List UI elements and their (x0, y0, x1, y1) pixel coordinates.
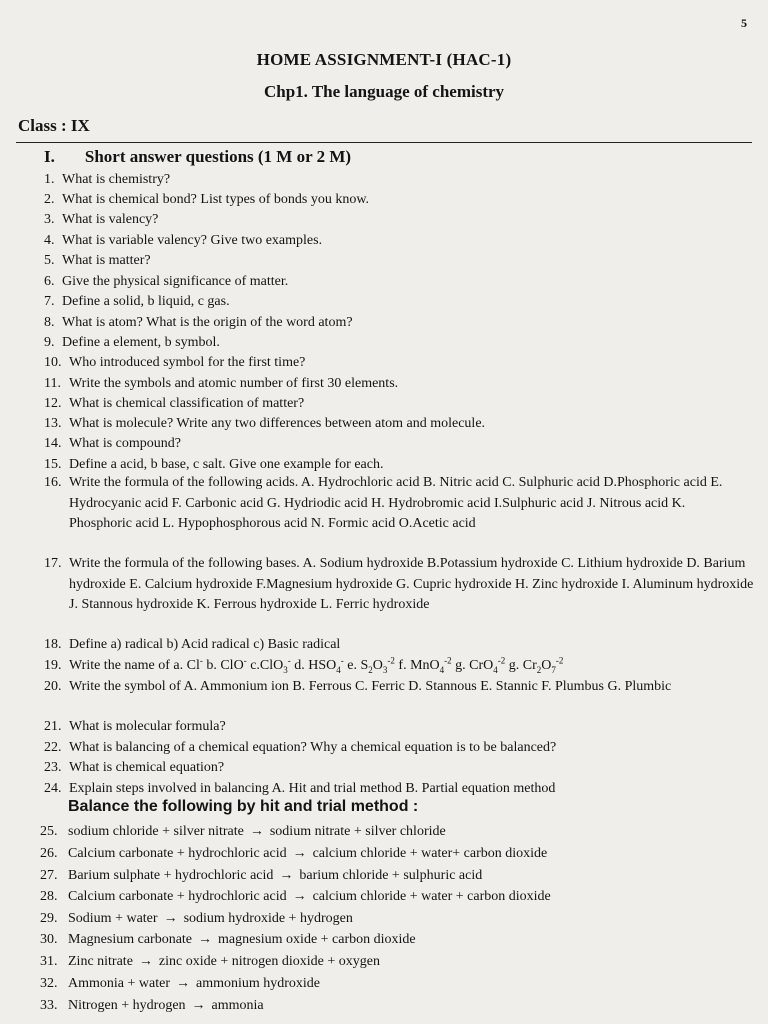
ion-charge: -2 (444, 655, 452, 666)
section-title: Short answer questions (1 M or 2 M) (84, 147, 352, 166)
equation-reactants: Zinc nitrate (68, 954, 133, 969)
question-item (44, 170, 170, 191)
equation-reactants: Nitrogen + hydrogen (68, 998, 186, 1013)
question-number: 6. (44, 274, 55, 289)
equation-products: ammonium hydroxide (195, 976, 321, 991)
question-number: 11. (44, 376, 61, 391)
question-text: Who introduced symbol for the first time? (69, 355, 306, 370)
ion-subscript: 7 (551, 664, 556, 675)
ion-formula (394, 655, 452, 675)
equation-reactants: Calcium carbonate + hydrochloric acid (68, 889, 287, 904)
ion-charge: - (243, 655, 247, 666)
question-item (44, 635, 340, 656)
question-text: What is molecule? Write any two differences between atom and molecule. (69, 416, 486, 431)
question-number: 5. (44, 253, 55, 268)
ion-subscript: 3 (283, 664, 288, 675)
question-item (44, 333, 220, 354)
equation-products: sodium hydroxide + hydrogen (183, 911, 353, 926)
question-number: 10. (44, 355, 62, 370)
question-text: Give the physical significance of matter. (62, 274, 289, 289)
ion-charge: - (340, 655, 344, 666)
equation-reactants: Ammonia + water (68, 976, 170, 991)
header-divider (16, 142, 752, 143)
ion-formula (343, 655, 395, 675)
equation-item (40, 889, 551, 905)
arrow-icon: → (198, 932, 213, 947)
question-item (44, 353, 305, 374)
ion-base: ClO (220, 658, 244, 673)
arrow-icon: → (138, 954, 153, 969)
question-number: 13. (44, 416, 62, 431)
question-text: What is matter? (62, 253, 151, 268)
equation-number: 30. (40, 932, 58, 947)
ion-base: ClO (259, 658, 284, 673)
question-number: 9. (44, 335, 55, 350)
question-number: 20. (44, 679, 62, 694)
question-item (44, 313, 353, 334)
section-roman: I. (44, 147, 55, 166)
arrow-icon: → (249, 824, 264, 839)
question-number: 22. (44, 740, 62, 755)
question-number: 19. (44, 658, 62, 673)
equation-products: sodium nitrate + silver chloride (269, 824, 446, 839)
equation-number: 31. (40, 954, 58, 969)
ion-charge: -2 (497, 655, 506, 666)
question-item (44, 394, 304, 415)
question-text: Write the symbols and atomic number of first 30 elements. (69, 376, 399, 391)
ion-subscript: 3 (382, 664, 388, 675)
arrow-icon: → (279, 868, 294, 883)
ion-base: CrO (469, 658, 494, 673)
equation-item (40, 932, 416, 948)
section-heading (44, 147, 351, 167)
question-number: 7. (44, 294, 55, 309)
question-number: 3. (44, 212, 55, 227)
question-text: What is balancing of a chemical equation? Why a chemical equation is to be balanced? (69, 740, 557, 755)
question-number: 2. (44, 192, 55, 207)
ion-charge: - (199, 655, 203, 666)
question-text: Explain steps involved in balancing A. Hit and trial method B. Partial equation method (69, 781, 556, 796)
ion-formula (246, 655, 291, 675)
equation-products: zinc oxide + nitrogen dioxide + oxygen (158, 954, 380, 969)
question-number: 23. (44, 760, 62, 775)
document-title: HOME ASSIGNMENT-I (HAC-1) (256, 50, 512, 69)
equation-item (40, 846, 547, 862)
equation-products: calcium chloride + water + carbon dioxide (312, 889, 551, 904)
equation-reactants: Barium sulphate + hydrochloric acid (68, 868, 274, 883)
question-item (44, 190, 369, 211)
equation-item (40, 868, 482, 884)
arrow-icon: → (175, 976, 190, 991)
equation-number: 29. (40, 911, 58, 926)
arrow-icon: → (191, 998, 206, 1013)
question-text: Define a) radical b) Acid radical c) Basic radical (69, 637, 341, 652)
ion-base: MnO (410, 658, 440, 673)
ion-label: f. (394, 658, 411, 673)
ion-formula (451, 655, 506, 675)
arrow-icon: → (292, 889, 307, 904)
question-text: Define a acid, b base, c salt. Give one example for each. (69, 457, 384, 472)
question-item (44, 554, 756, 616)
question-number: 8. (44, 315, 55, 330)
question-text: What is atom? What is the origin of the word atom? (62, 315, 353, 330)
ion-label: e. (343, 658, 361, 673)
arrow-icon: → (163, 911, 178, 926)
question-number: 17. (44, 556, 62, 571)
question-text: What is molecular formula? (69, 719, 226, 734)
question-number: 21. (44, 719, 62, 734)
question-text: What is valency? (62, 212, 159, 227)
equation-item (40, 824, 446, 840)
ion-formula (183, 655, 203, 673)
question-number: 15. (44, 457, 62, 472)
question-item (44, 473, 750, 535)
equation-reactants: Sodium + water (68, 911, 158, 926)
question-item (44, 758, 224, 779)
question-item (44, 434, 181, 455)
question-item (44, 292, 230, 313)
equation-reactants: Calcium carbonate + hydrochloric acid (68, 846, 287, 861)
equation-number: 27. (40, 868, 58, 883)
question-number: 4. (44, 233, 55, 248)
page-number: 5 (741, 16, 747, 30)
arrow-icon: → (292, 846, 307, 861)
equation-number: 32. (40, 976, 58, 991)
ion-label: b. (202, 658, 221, 673)
question-item (44, 738, 556, 759)
ion-label: c. (246, 658, 260, 673)
question-item (44, 231, 322, 252)
question-number: 18. (44, 637, 62, 652)
ion-charge: - (287, 655, 291, 666)
ion-charge: -2 (387, 655, 395, 666)
equation-products: magnesium oxide + carbon dioxide (218, 932, 416, 947)
equation-products: barium chloride + sulphuric acid (299, 868, 483, 883)
ion-label: d. (290, 658, 309, 673)
ion-base: Cr (522, 658, 537, 673)
ion-base: S (360, 658, 369, 673)
class-label: Class : IX (18, 116, 90, 135)
equation-products: ammonia (211, 998, 264, 1013)
ion-base: O (372, 658, 383, 673)
ion-formula (202, 655, 247, 673)
equation-reactants: Magnesium carbonate (68, 932, 193, 947)
question-text: What is chemistry? (62, 172, 171, 187)
question-text: What is variable valency? Give two examples. (62, 233, 323, 248)
chapter-title: Chp1. The language of chemistry (263, 82, 505, 101)
ion-formula (505, 655, 564, 675)
question-text: What is chemical bond? List types of bonds you know. (62, 192, 370, 207)
question-item (44, 656, 563, 677)
ion-subscript: 4 (336, 664, 341, 675)
ion-base: O (541, 658, 552, 673)
equation-number: 26. (40, 846, 58, 861)
ion-subscript: 4 (439, 664, 445, 675)
equation-number: 25. (40, 824, 58, 839)
question-item (44, 272, 288, 293)
ion-label: g. (451, 658, 470, 673)
question-text: Write the formula of the following acids. A. Hydrochloric acid B. Nitric acid C. Sulphuric acid D.Phosphoric acid E. Hydrocyanic acid F. Carbonic acid G. Hydriodic acid H. Hydrobromic acid I.Sulphuric acid J. Nitrous acid K. Phosphoric acid L. Hypophosphorous acid N. Formic acid O.Acetic acid (69, 475, 723, 531)
equation-products: calcium chloride + water+ carbon dioxide (312, 846, 548, 861)
ion-charge: -2 (555, 655, 564, 666)
question-text: Define a element, b symbol. (62, 335, 220, 350)
question-item (44, 251, 151, 272)
question-number: 14. (44, 436, 62, 451)
balance-heading: Balance the following by hit and trial method : (68, 798, 419, 815)
question-text: Write the formula of the following bases. A. Sodium hydroxide B.Potassium hydroxide C. Lithium hydroxide D. Barium hydroxide E. Calcium hydroxide F.Magnesium hydroxide G. Cupric hydroxide H. Zinc hydroxide I. Aluminum hydroxide J. Stannous hydroxide K. Ferrous hydroxide L. Ferric hydroxide (69, 556, 754, 612)
question-text: Write the symbol of A. Ammonium ion B. Ferrous C. Ferric D. Stannous E. Stannic F. Plumbus G. Plumbic (69, 679, 672, 694)
question-text: What is compound? (69, 436, 181, 451)
question-number: 16. (44, 475, 62, 490)
question-item (44, 779, 555, 800)
equation-number: 33. (40, 998, 58, 1013)
ion-subscript: 2 (536, 664, 542, 675)
question-number: 24. (44, 781, 62, 796)
equation-number: 28. (40, 889, 58, 904)
ion-base: Cl (186, 658, 200, 673)
question-item (44, 414, 485, 435)
question-item (44, 210, 158, 231)
ion-subscript: 2 (368, 664, 373, 675)
question-text: Write the name of a. (69, 658, 184, 673)
question-number: 12. (44, 396, 62, 411)
equation-item (40, 911, 353, 927)
question-text: Define a solid, b liquid, c gas. (62, 294, 230, 309)
question-item (44, 717, 226, 738)
equation-item (40, 954, 380, 970)
ion-base: HSO (308, 658, 337, 673)
equation-item (40, 976, 320, 992)
question-text: What is chemical classification of matter? (69, 396, 305, 411)
equation-item (40, 998, 264, 1014)
ion-formula (290, 655, 344, 675)
ion-label: g. (505, 658, 523, 673)
question-item (44, 677, 756, 698)
ion-subscript: 4 (493, 664, 498, 675)
question-text: What is chemical equation? (69, 760, 225, 775)
question-number: 1. (44, 172, 55, 187)
equation-reactants: sodium chloride + silver nitrate (68, 824, 244, 839)
question-item (44, 374, 398, 395)
